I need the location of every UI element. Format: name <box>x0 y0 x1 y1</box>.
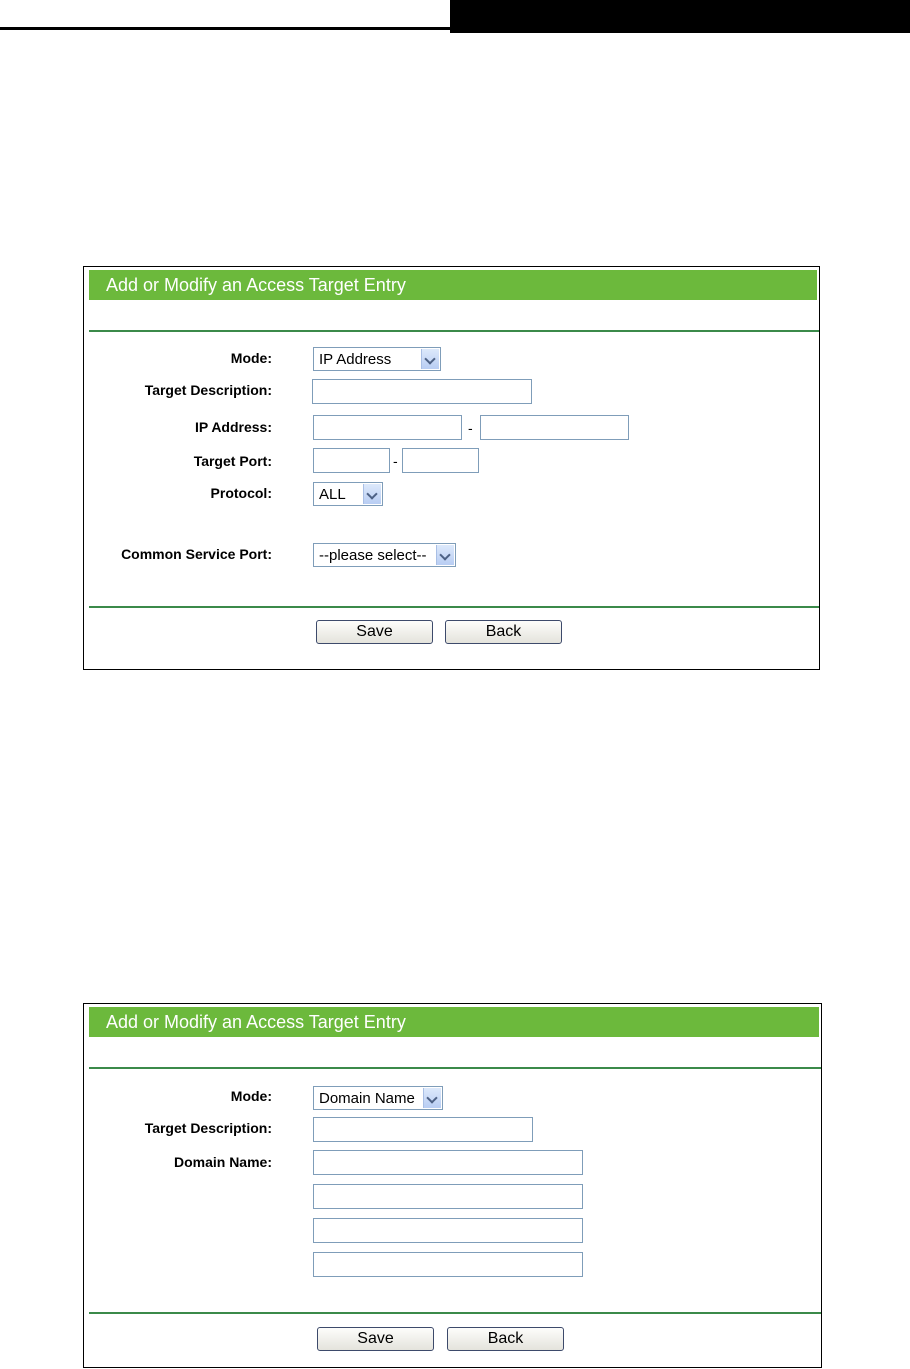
target-description-label: Target Description: <box>144 382 272 398</box>
target-port-end-input[interactable] <box>402 448 479 473</box>
target-description-label: Target Description: <box>144 1120 272 1136</box>
save-button[interactable]: Save <box>316 620 433 644</box>
domain-name-input-4[interactable] <box>313 1252 583 1277</box>
target-description-input[interactable] <box>313 1117 533 1142</box>
common-service-port-select[interactable] <box>313 543 456 567</box>
mode-select-value: IP Address <box>319 351 392 368</box>
page-header-rule <box>0 0 450 30</box>
save-button[interactable]: Save <box>317 1327 434 1351</box>
page-header-bar <box>450 0 910 33</box>
common-service-port-label: Common Service Port: <box>121 546 272 562</box>
panel-title: Add or Modify an Access Target Entry <box>106 1012 406 1032</box>
protocol-label: Protocol: <box>210 485 272 501</box>
back-button[interactable]: Back <box>445 620 562 644</box>
ip-address-start-input[interactable] <box>313 415 462 440</box>
domain-name-input-2[interactable] <box>313 1184 583 1209</box>
common-service-port-value: --please select-- <box>319 547 427 564</box>
chevron-down-icon[interactable] <box>423 1088 441 1108</box>
chevron-down-icon[interactable] <box>421 349 439 369</box>
target-port-start-input[interactable] <box>313 448 390 473</box>
target-port-label: Target Port: <box>193 453 272 469</box>
domain-name-input-3[interactable] <box>313 1218 583 1243</box>
divider <box>89 1312 821 1314</box>
divider <box>89 606 819 608</box>
ip-range-separator: - <box>468 420 473 436</box>
domain-name-input-1[interactable] <box>313 1150 583 1175</box>
access-target-panel-ip <box>83 266 820 670</box>
panel-header <box>89 1007 819 1037</box>
ip-address-end-input[interactable] <box>480 415 629 440</box>
divider <box>89 330 819 332</box>
mode-select-value: Domain Name <box>319 1090 415 1107</box>
mode-select[interactable] <box>313 1086 443 1110</box>
mode-label: Mode: <box>230 1088 272 1104</box>
target-description-input[interactable] <box>312 379 532 404</box>
domain-name-label: Domain Name: <box>173 1154 272 1170</box>
divider <box>89 1067 821 1069</box>
panel-title: Add or Modify an Access Target Entry <box>106 275 406 295</box>
port-range-separator: - <box>393 453 398 469</box>
mode-select[interactable] <box>313 347 441 371</box>
protocol-select-value: ALL <box>319 486 346 503</box>
chevron-down-icon[interactable] <box>436 545 454 565</box>
ip-address-label: IP Address: <box>194 419 272 435</box>
protocol-select[interactable] <box>313 482 383 506</box>
back-button[interactable]: Back <box>447 1327 564 1351</box>
mode-label: Mode: <box>230 350 272 366</box>
access-target-panel-domain <box>83 1003 822 1368</box>
panel-header <box>89 270 817 300</box>
chevron-down-icon[interactable] <box>363 484 381 504</box>
